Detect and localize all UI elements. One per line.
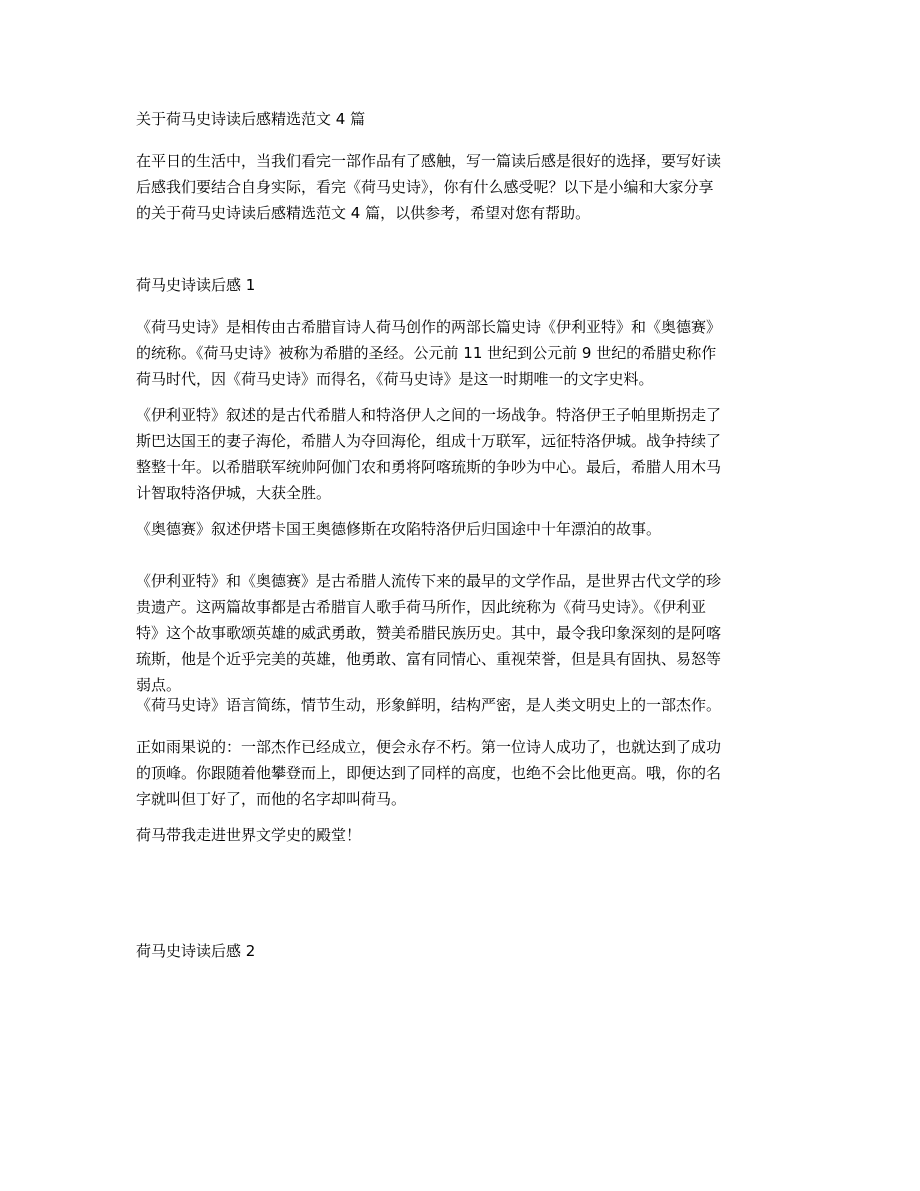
paragraph-line: 《荷马史诗》语言简练，情节生动，形象鲜明，结构严密，是人类文明史上的一部杰作。: [136, 696, 722, 714]
paragraph-line: 正如雨果说的：一部杰作已经成立，便会永存不朽。第一位诗人成功了，也就达到了成功: [136, 738, 722, 756]
paragraph-line: 的顶峰。你跟随着他攀登而上，即便达到了同样的高度，也绝不会比他更高。哦，你的名: [136, 764, 722, 782]
intro-paragraph: [136, 148, 786, 226]
paragraph-line: 荷马带我走进世界文学史的殿堂！: [136, 826, 362, 844]
paragraph-hugo-quote: [136, 734, 786, 812]
intro-line: 后感我们要结合自身实际，看完《荷马史诗》，你有什么感受呢？以下是小编和大家分享: [136, 178, 714, 196]
intro-line: 在平日的生活中，当我们看完一部作品有了感触，写一篇读后感是很好的选择，要写好读: [136, 152, 722, 170]
document-title: 关于荷马史诗读后感精选范文 4 篇: [136, 110, 366, 128]
paragraph-line: 贵遗产。这两篇故事都是古希腊盲人歌手荷马所作，因此统称为《荷马史诗》。《伊利亚: [136, 598, 707, 616]
paragraph-closing: [136, 822, 786, 848]
paragraph-overview: [136, 314, 786, 392]
paragraph-line: 荷马时代，因《荷马史诗》而得名，《荷马史诗》是这一时期唯一的文字史料。: [136, 370, 654, 388]
paragraph-line: 字就叫但丁好了，而他的名字却叫荷马。: [136, 790, 407, 808]
section-heading-1: 荷马史诗读后感 1: [136, 276, 256, 294]
paragraph-line: 弱点。: [136, 676, 182, 694]
paragraph-line: 计智取特洛伊城，大获全胜。: [136, 484, 332, 502]
paragraph-line: 《伊利亚特》和《奥德赛》是古希腊人流传下来的最早的文学作品，是世界古代文学的珍: [136, 572, 722, 590]
paragraph-odyssey: [136, 516, 786, 542]
paragraph-iliad: [136, 402, 786, 506]
paragraph-line: 整整十年。以希腊联军统帅阿伽门农和勇将阿喀琉斯的争吵为中心。最后，希腊人用木马: [136, 458, 722, 476]
paragraph-line: 特》这个故事歌颂英雄的威武勇敢，赞美希腊民族历史。其中，最令我印象深刻的是阿喀: [136, 624, 722, 642]
paragraph-line: 斯巴达国王的妻子海伦，希腊人为夺回海伦，组成十万联军，远征特洛伊城。战争持续了: [136, 432, 722, 450]
section-heading-2: 荷马史诗读后感 2: [136, 942, 256, 960]
paragraph-line: 《伊利亚特》叙述的是古代希腊人和特洛伊人之间的一场战争。特洛伊王子帕里斯拐走了: [136, 406, 722, 424]
intro-line: 的关于荷马史诗读后感精选范文 4 篇，以供参考，希望对您有帮助。: [136, 204, 591, 222]
paragraph-line: 的统称。《荷马史诗》被称为希腊的圣经。公元前 11 世纪到公元前 9 世纪的希腊史称作: [136, 344, 717, 362]
paragraph-legacy: [136, 568, 786, 698]
paragraph-style: [136, 692, 786, 718]
paragraph-line: 琉斯，他是个近乎完美的英雄，他勇敢、富有同情心、重视荣誉，但是具有固执、易怒等: [136, 650, 722, 668]
paragraph-line: 《荷马史诗》是相传由古希腊盲诗人荷马创作的两部长篇史诗《伊利亚特》和《奥德赛》: [136, 318, 722, 336]
paragraph-line: 《奥德赛》叙述伊塔卡国王奥德修斯在攻陷特洛伊后归国途中十年漂泊的故事。: [136, 520, 662, 538]
